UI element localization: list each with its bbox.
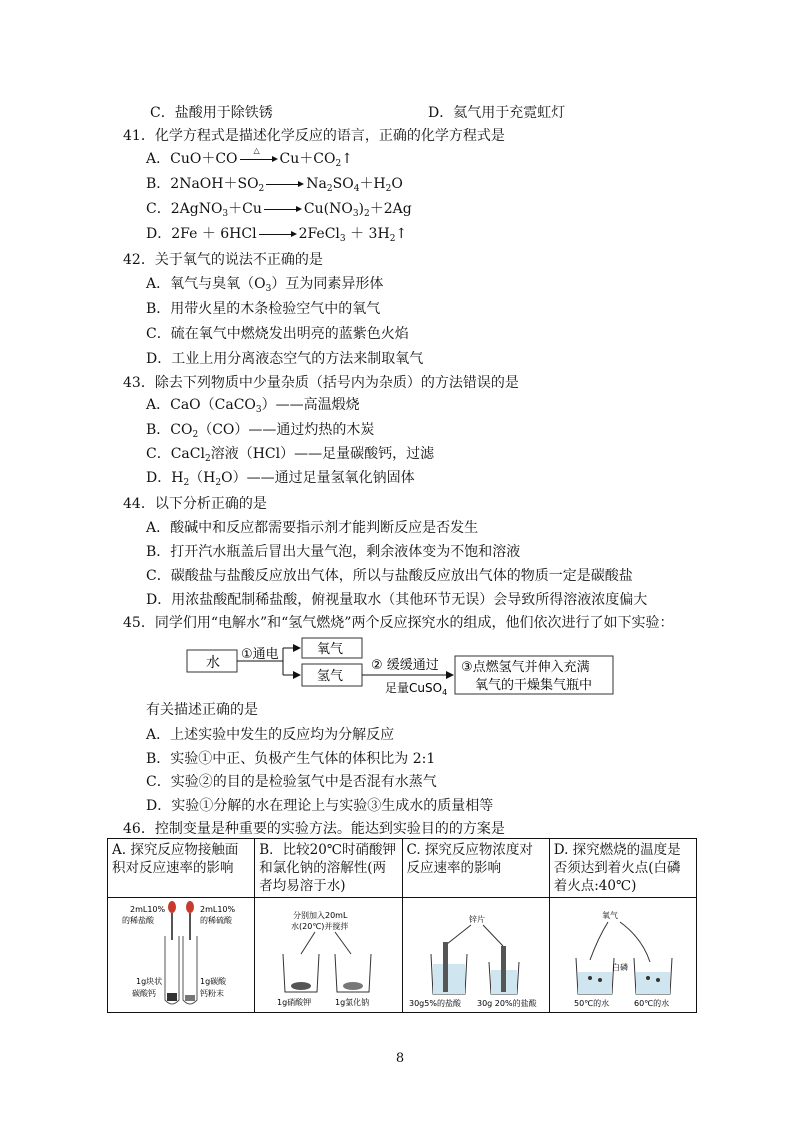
q44-option-d: D．用浓盐酸配制稀盐酸，俯视量取水（其他环节无误）会导致所得溶液浓度偏大 <box>146 592 648 608</box>
svg-text:60℃的水: 60℃的水 <box>633 999 669 1008</box>
q46-option-d-text: D. 探究燃烧的温度是否须达到着火点(白磷着火点:40℃) <box>549 839 696 898</box>
q45-option-a: A．上述实验中发生的反应均为分解反应 <box>146 727 395 743</box>
q42-option-d: D．工业上用分离液态空气的方法来制取氧气 <box>146 351 424 367</box>
svg-text:分别加入20mL: 分别加入20mL <box>293 911 348 920</box>
q41-stem: 41．化学方程式是描述化学反应的语言，正确的化学方程式是 <box>123 128 505 144</box>
reaction-arrow-icon <box>264 205 302 213</box>
q46-option-a-figure <box>108 898 255 1013</box>
q41-option-d: D．2Fe ＋ 6HCl 2FeCl$_3$ ＋ $3H_2↑$ <box>146 226 408 244</box>
q41-option-b: B．$2NaOH+SO_2$ $Na_2SO_4+H_2O$ <box>146 176 403 194</box>
q45-option-b: B．实验①中正、负极产生气体的体积比为 2:1 <box>146 751 436 767</box>
svg-text:30g 20%的盐酸: 30g 20%的盐酸 <box>476 999 537 1008</box>
q44-stem: 44．以下分析正确的是 <box>123 496 267 512</box>
q46-option-b-text: B．比较20℃时硝酸钾和氯化钠的溶解性(两者均易溶于水) <box>255 839 402 898</box>
prev-option-c: C．盐酸用于除铁锈 <box>150 105 273 121</box>
q46-option-b-figure <box>255 898 402 1013</box>
q43-stem: 43．除去下列物质中少量杂质（括号内为杂质）的方法错误的是 <box>123 375 519 391</box>
q46-option-c-text: C. 探究反应物浓度对反应速率的影响 <box>402 839 549 898</box>
q45-option-d: D．实验①分解的水在理论上与实验③生成水的质量相等 <box>146 798 494 814</box>
reaction-arrow-icon <box>266 180 304 188</box>
zinc-beakers-icon <box>403 898 549 1012</box>
svg-text:锌片: 锌片 <box>468 915 485 924</box>
svg-text:钙粉末: 钙粉末 <box>200 989 224 998</box>
water-label: 水 <box>206 655 220 671</box>
hydrogen-label: 氢气 <box>317 669 344 684</box>
q46-option-a-text: A. 探究反应物接触面积对反应速率的影响 <box>108 839 255 898</box>
q43-option-a: A．CaO（CaCO$_3$）——高温煅烧 <box>146 397 360 415</box>
q43-option-c: C．CaCl$_2$溶液（HCl）——足量碳酸钙，过滤 <box>146 446 435 464</box>
svg-text:的稀盐酸: 的稀盐酸 <box>122 916 154 925</box>
q46-options-table <box>107 838 697 1013</box>
svg-text:2mL10%: 2mL10% <box>130 905 166 914</box>
reaction-arrow-icon: △ <box>240 155 278 163</box>
q45-lead: 有关描述正确的是 <box>146 702 258 718</box>
svg-text:碳酸钙: 碳酸钙 <box>132 989 156 998</box>
q42-option-c: C．硫在氧气中燃烧发出明亮的蓝紫色火焰 <box>146 326 409 342</box>
phosphorus-beakers-icon <box>550 898 696 1012</box>
reaction-arrow-icon <box>259 230 297 238</box>
reagent-label: 足量CuSO$_4$ <box>385 681 448 697</box>
svg-text:1g氯化钠: 1g氯化钠 <box>335 998 370 1007</box>
q44-option-a: A．酸碱中和反应都需要指示剂才能判断反应是否发生 <box>146 520 479 536</box>
q42-option-b: B．用带火星的木条检验空气中的氧气 <box>146 301 381 317</box>
beakers-icon <box>255 898 401 1012</box>
q43-option-b: B．$CO_2(CO)——$通过灼热的木炭 <box>146 422 375 440</box>
q46-option-d-figure <box>549 898 696 1013</box>
q41-option-c: C．2AgNO$_3$＋Cu $Cu(NO_3)_2+2Ag$ <box>146 201 412 219</box>
step3-line2: 氧气的干燥集气瓶中 <box>475 678 593 693</box>
svg-text:2mL10%: 2mL10% <box>200 905 236 914</box>
experiment-flow-diagram <box>185 636 625 698</box>
oxygen-label: 氧气 <box>317 642 344 657</box>
q46-option-c-figure <box>402 898 549 1013</box>
q42-option-a: A．氧气与臭氧$(O_3)$互为同素异形体 <box>146 276 384 294</box>
svg-text:氧气: 氧气 <box>601 911 618 920</box>
svg-text:水(20℃)并搅拌: 水(20℃)并搅拌 <box>291 922 349 931</box>
svg-text:1g块状: 1g块状 <box>136 977 163 986</box>
svg-text:的稀硫酸: 的稀硫酸 <box>200 916 232 925</box>
q45-stem: 45．同学们用“电解水”和“氢气燃烧”两个反应探究水的组成，他们依次进行了如下实验： <box>123 615 674 631</box>
svg-text:50℃的水: 50℃的水 <box>573 999 609 1008</box>
page-number: 8 <box>395 1051 405 1066</box>
q42-stem: 42．关于氧气的说法不正确的是 <box>123 252 323 268</box>
svg-text:1g硝酸钾: 1g硝酸钾 <box>277 998 312 1007</box>
step1-label: ①通电 <box>241 647 279 662</box>
svg-text:白磷: 白磷 <box>611 963 628 972</box>
q46-stem: 46．控制变量是种重要的实验方法。能达到实验目的的方案是 <box>123 821 505 837</box>
q44-option-c: C．碳酸盐与盐酸反应放出气体，所以与盐酸反应放出气体的物质一定是碳酸盐 <box>146 568 633 584</box>
svg-text:1g碳酸: 1g碳酸 <box>200 977 227 986</box>
prev-option-d: D．氦气用于充霓虹灯 <box>428 105 566 121</box>
q44-option-b: B．打开汽水瓶盖后冒出大量气泡，剩余液体变为不饱和溶液 <box>146 544 521 560</box>
step2-label: ② 缓缓通过 <box>371 658 439 673</box>
q43-option-d: D．$H_2(H_2O)——$通过足量氢氧化钠固体 <box>146 470 415 488</box>
q41-option-a: A．CuO＋CO △ $Cu+CO_2↑$ <box>146 146 353 169</box>
step3-line1: ③点燃氢气并伸入充满 <box>461 660 590 675</box>
test-tubes-droppers-icon <box>108 898 254 1012</box>
q45-option-c: C．实验②的目的是检验氢气中是否混有水蒸气 <box>146 774 437 790</box>
svg-text:30g5%的盐酸: 30g5%的盐酸 <box>408 999 461 1008</box>
